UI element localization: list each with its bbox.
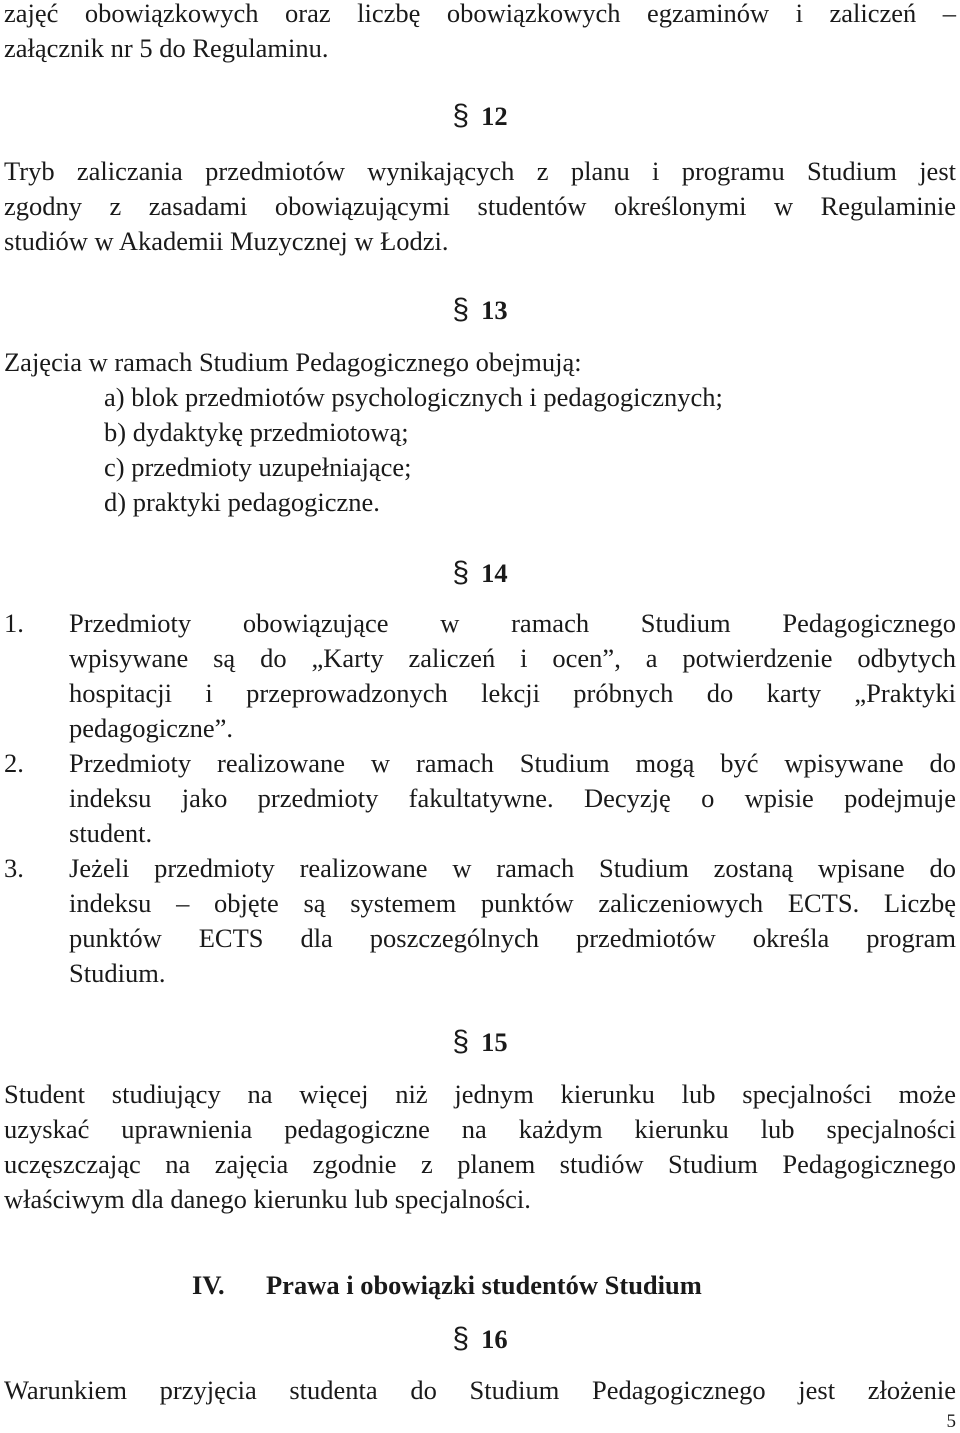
paragraph-line: zajęć obowiązkowych oraz liczbę obowiązkowych egzaminów i zaliczeń – — [4, 0, 956, 28]
paragraph-line: hospitacji i przeprowadzonych lekcji próbnych do karty „Praktyki — [69, 678, 956, 708]
list-item: a) blok przedmiotów psychologicznych i pedagogicznych; — [104, 382, 723, 412]
section-number: 14 — [481, 558, 508, 588]
paragraph-line: właściwym dla danego kierunku lub specjalności. — [4, 1184, 531, 1214]
list-item: d) praktyki pedagogiczne. — [104, 487, 380, 517]
chapter-number: IV. — [192, 1270, 225, 1300]
section-number: 16 — [481, 1324, 508, 1354]
paragraph-line: indeksu – objęte są systemem punktów zaliczeniowych ECTS. Liczbę — [69, 888, 956, 918]
list-item: b) dydaktykę przedmiotową; — [104, 417, 409, 447]
section-symbol: § — [452, 1025, 470, 1058]
section-symbol: § — [452, 1322, 470, 1355]
paragraph-number: 3. — [4, 853, 24, 883]
section-heading-16 — [0, 1321, 960, 1357]
section-heading-15 — [0, 1024, 960, 1060]
section-symbol: § — [452, 293, 470, 326]
section-heading-12 — [0, 98, 960, 134]
paragraph-line: studiów w Akademii Muzycznej w Łodzi. — [4, 226, 449, 256]
list-item: c) przedmioty uzupełniające; — [104, 452, 412, 482]
paragraph-line: indeksu jako przedmioty fakultatywne. Decyzję o wpisie podejmuje — [69, 783, 956, 813]
paragraph-number: 2. — [4, 748, 24, 778]
paragraph-line: Jeżeli przedmioty realizowane w ramach Studium zostaną wpisane do — [69, 853, 956, 883]
section-symbol: § — [452, 556, 470, 589]
paragraph-line: pedagogiczne”. — [69, 713, 234, 743]
paragraph-line: Przedmioty obowiązujące w ramach Studium Pedagogicznego — [69, 608, 956, 638]
paragraph-number: 1. — [4, 608, 24, 638]
section-heading-13 — [0, 292, 960, 328]
paragraph-line: student. — [69, 818, 153, 848]
paragraph-line: załącznik nr 5 do Regulaminu. — [4, 33, 329, 63]
paragraph-line: Studium. — [69, 958, 166, 988]
paragraph-line: uzyskać uprawnienia pedagogiczne na każdym kierunku lub specjalności — [4, 1114, 956, 1144]
paragraph-line: zgodny z zasadami obowiązującymi studentów określonymi w Regulaminie — [4, 191, 956, 221]
page-number: 5 — [946, 1411, 956, 1432]
paragraph-line: Warunkiem przyjęcia studenta do Studium Pedagogicznego jest złożenie — [4, 1375, 956, 1405]
chapter-title: Prawa i obowiązki studentów Studium — [266, 1270, 702, 1300]
paragraph-line: Student studiujący na więcej niż jednym kierunku lub specjalności może — [4, 1079, 956, 1109]
list-intro: Zajęcia w ramach Studium Pedagogicznego obejmują: — [4, 347, 582, 377]
section-number: 12 — [481, 101, 508, 131]
section-number: 15 — [481, 1027, 508, 1057]
paragraph-line: wpisywane są do „Karty zaliczeń i ocen”, a potwierdzenie odbytych — [69, 643, 956, 673]
section-number: 13 — [481, 295, 508, 325]
paragraph-line: punktów ECTS dla poszczególnych przedmiotów określa program — [69, 923, 956, 953]
section-symbol: § — [452, 99, 470, 132]
section-heading-14 — [0, 555, 960, 591]
paragraph-line: Tryb zaliczania przedmiotów wynikających z planu i programu Studium jest — [4, 156, 956, 186]
paragraph-line: Przedmioty realizowane w ramach Studium mogą być wpisywane do — [69, 748, 956, 778]
paragraph-line: uczęszczając na zajęcia zgodnie z planem studiów Studium Pedagogicznego — [4, 1149, 956, 1179]
